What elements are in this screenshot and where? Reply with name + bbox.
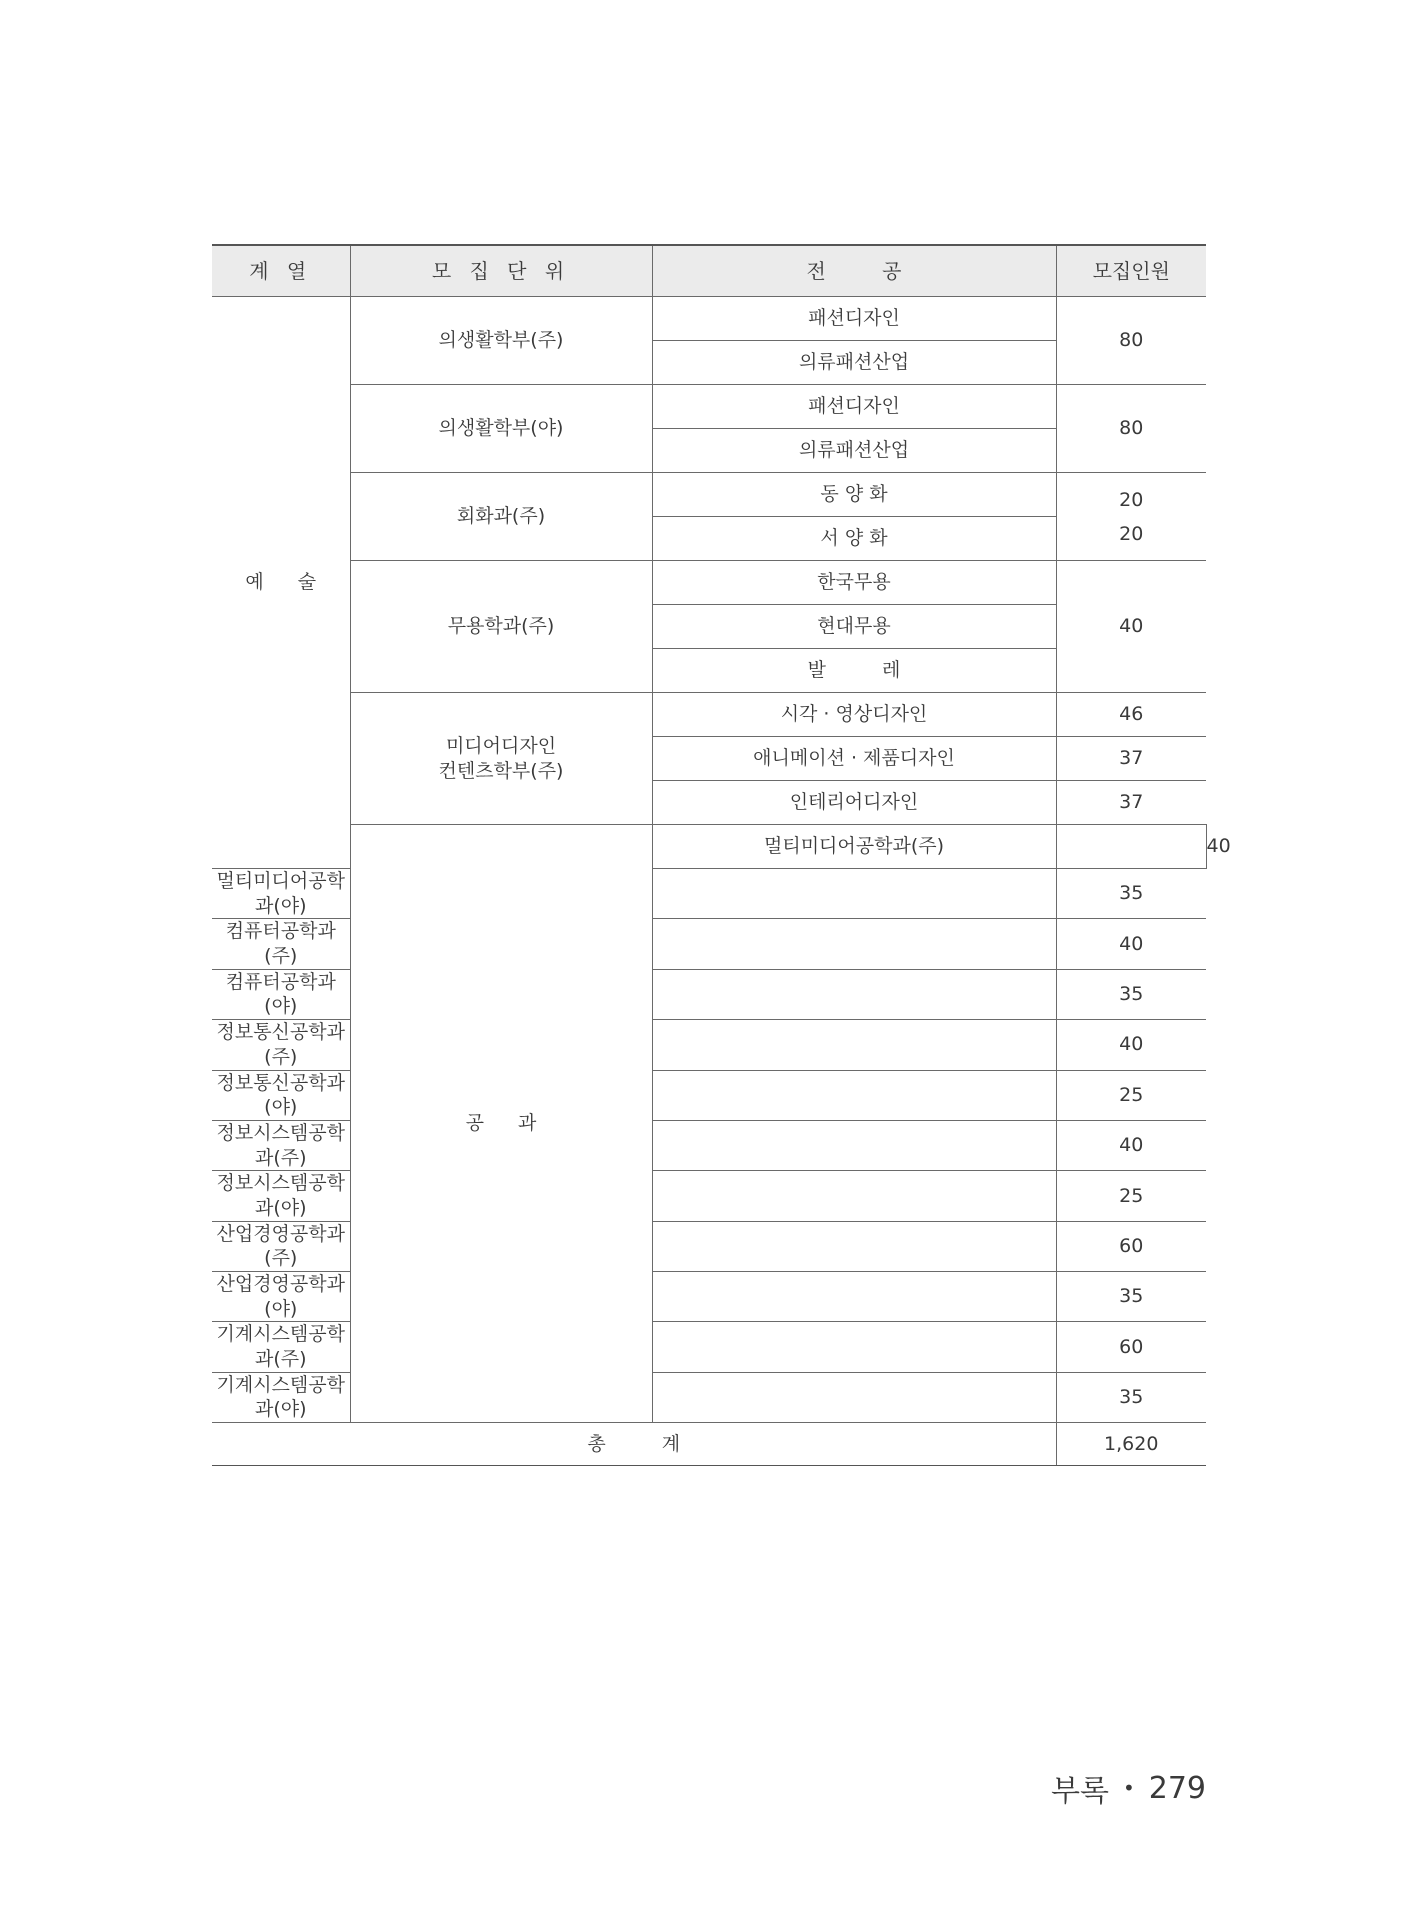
total-value: 1,620: [1056, 1423, 1206, 1466]
unit-cell: 기계시스템공학과(야): [212, 1372, 350, 1422]
quota-cell: 37: [1056, 781, 1206, 825]
quota-value: 20: [1119, 488, 1144, 511]
unit-cell: 멀티미디어공학과(야): [212, 869, 350, 919]
quota-cell: 80: [1056, 385, 1206, 473]
major-cell: [652, 919, 1056, 969]
quota-cell: 25: [1056, 1070, 1206, 1120]
major-cell: 애니메이션 · 제품디자인: [652, 737, 1056, 781]
unit-cell: 멀티미디어공학과(주): [652, 825, 1056, 869]
major-cell: [652, 1120, 1056, 1170]
major-cell: 서 양 화: [652, 517, 1056, 561]
major-cell: 시각 · 영상디자인: [652, 693, 1056, 737]
major-cell: 의류패션산업: [652, 429, 1056, 473]
major-cell: [1056, 825, 1206, 869]
table-row: 공 과 멀티미디어공학과(주) 40: [212, 825, 1206, 869]
header-category: 계 열: [212, 245, 350, 297]
major-cell: [652, 1372, 1056, 1422]
major-cell: [652, 1221, 1056, 1271]
unit-name-line: 미디어디자인: [445, 734, 557, 757]
quota-cell: 35: [1056, 869, 1206, 919]
header-quota: 모집인원: [1056, 245, 1206, 297]
quota-cell: 80: [1056, 297, 1206, 385]
major-cell: [652, 1322, 1056, 1372]
header-unit: 모 집 단 위: [350, 245, 652, 297]
major-cell: [652, 1070, 1056, 1120]
quota-cell: 35: [1056, 1272, 1206, 1322]
major-cell: 의류패션산업: [652, 341, 1056, 385]
page-number: 279: [1148, 1770, 1206, 1806]
unit-cell: 정보시스템공학과(야): [212, 1171, 350, 1221]
quota-cell: 25: [1056, 1171, 1206, 1221]
major-cell: 인테리어디자인: [652, 781, 1056, 825]
table-row: [212, 473, 1206, 517]
footer-bullet: •: [1122, 1776, 1135, 1800]
footer-section: 부록: [1050, 1774, 1109, 1809]
major-cell: [652, 969, 1056, 1019]
table-row: [212, 693, 1206, 737]
major-cell: [652, 869, 1056, 919]
quota-cell: 35: [1056, 969, 1206, 1019]
major-cell: 패션디자인: [652, 297, 1056, 341]
quota-cell: 46: [1056, 693, 1206, 737]
table-row: [212, 385, 1206, 429]
unit-cell: 회화과(주): [350, 473, 652, 561]
quota-cell: [1056, 473, 1206, 561]
unit-name-line: 컨텐츠학부(주): [438, 759, 564, 782]
quota-cell: 60: [1056, 1322, 1206, 1372]
unit-cell: 무용학과(주): [350, 561, 652, 693]
unit-cell: 정보통신공학과(야): [212, 1070, 350, 1120]
unit-cell: 산업경영공학과(주): [212, 1221, 350, 1271]
major-cell: 현대무용: [652, 605, 1056, 649]
major-cell: 동 양 화: [652, 473, 1056, 517]
total-label: 총 계: [212, 1423, 1056, 1466]
quota-value: 20: [1119, 522, 1144, 545]
unit-cell: 산업경영공학과(야): [212, 1272, 350, 1322]
admissions-table: [212, 244, 1231, 1466]
unit-cell: 정보시스템공학과(주): [212, 1120, 350, 1170]
table-row: [212, 297, 1206, 341]
unit-cell: 컴퓨터공학과(주): [212, 919, 350, 969]
quota-cell: 40: [1056, 1020, 1206, 1070]
quota-cell: 40: [1056, 561, 1206, 693]
quota-cell: 40: [1056, 919, 1206, 969]
major-cell: 패션디자인: [652, 385, 1056, 429]
unit-cell: 의생활학부(야): [350, 385, 652, 473]
unit-cell: 의생활학부(주): [350, 297, 652, 385]
table-header-row: [212, 245, 1206, 297]
unit-cell: 컴퓨터공학과(야): [212, 969, 350, 1019]
unit-cell: [350, 693, 652, 825]
quota-cell: 60: [1056, 1221, 1206, 1271]
total-row: [212, 1423, 1206, 1466]
major-cell: [652, 1272, 1056, 1322]
major-cell: [652, 1171, 1056, 1221]
quota-cell: 40: [1056, 1120, 1206, 1170]
table-row: [212, 561, 1206, 605]
category-engineering: 공 과: [350, 825, 652, 1423]
quota-cell: 35: [1056, 1372, 1206, 1422]
major-cell: 발 레: [652, 649, 1056, 693]
header-major: 전 공: [652, 245, 1056, 297]
major-cell: 한국무용: [652, 561, 1056, 605]
major-cell: [652, 1020, 1056, 1070]
category-art: 예 술: [212, 297, 350, 869]
unit-cell: 정보통신공학과(주): [212, 1020, 350, 1070]
unit-cell: 기계시스템공학과(주): [212, 1322, 350, 1372]
page-footer: [1051, 1766, 1206, 1810]
quota-cell: 37: [1056, 737, 1206, 781]
